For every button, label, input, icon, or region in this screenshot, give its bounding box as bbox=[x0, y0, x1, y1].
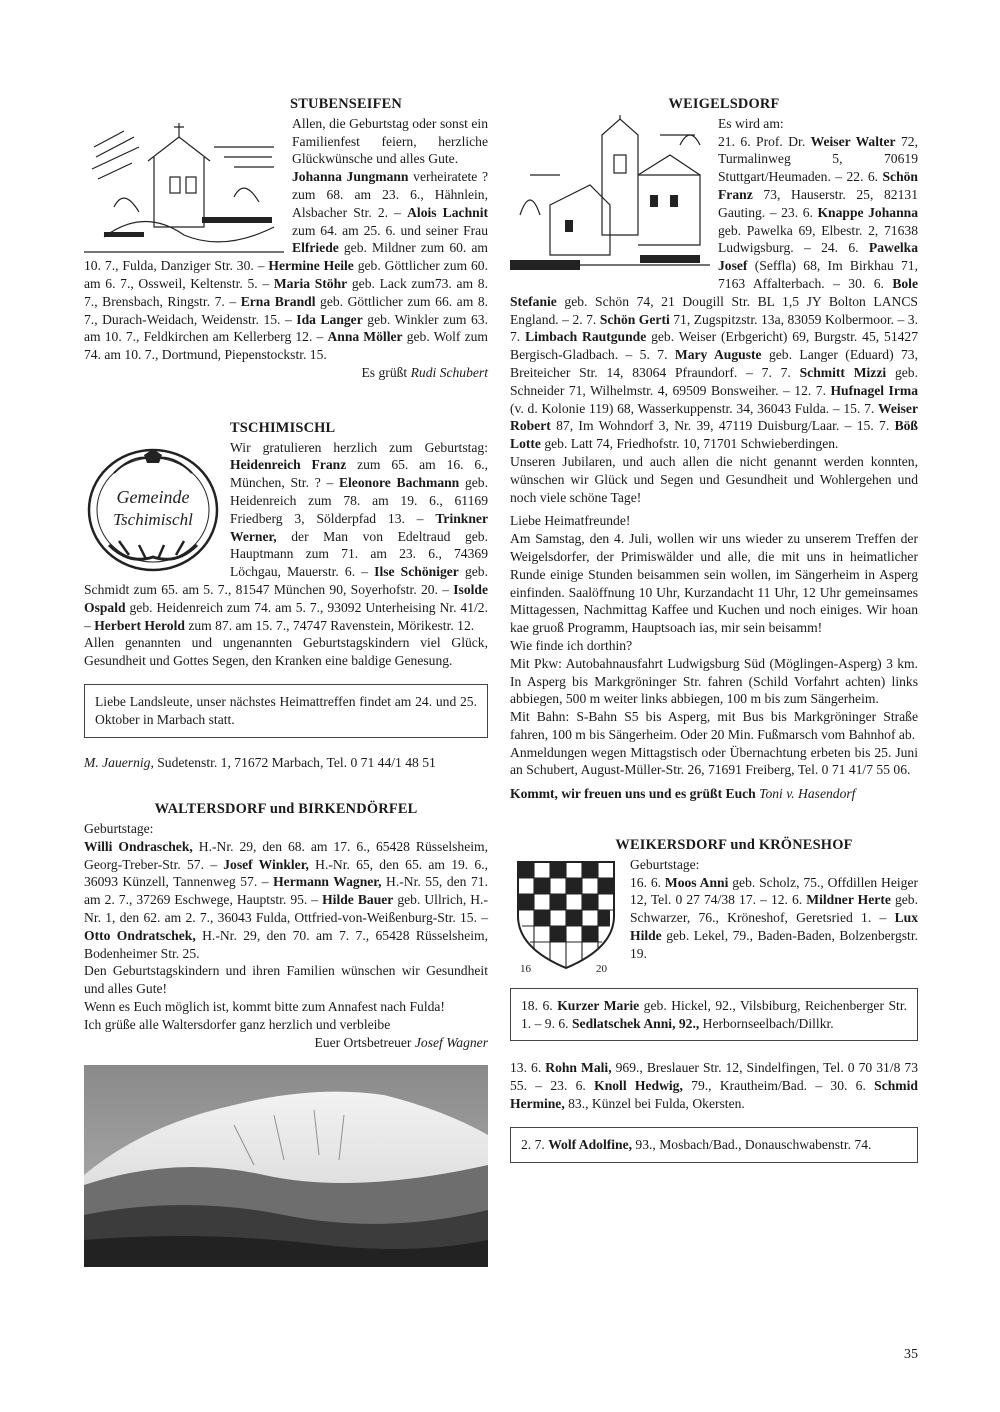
birthday-name: Hufnagel Irma bbox=[830, 382, 919, 398]
birthday-detail: geb. Ullrich, H.-Nr. 1, den 62. am 2. 7., 36043 Fulda, Ottfried-von-Weißenburg-Str. 15. – bbox=[84, 892, 488, 926]
signature-prefix: Euer Ortsbetreuer bbox=[314, 1034, 415, 1050]
birthday-name: Isolde Ospald bbox=[84, 581, 488, 615]
birthday-name: Weiser Robert bbox=[510, 400, 918, 434]
section-title: STUBENSEIFEN bbox=[290, 96, 402, 112]
birthday-detail: geb. Schmidt zum 65. am 5. 7., 81547 München 90, Soyerhofstr. 20. – bbox=[84, 564, 488, 597]
weigelsdorf-intro: Es wird am: bbox=[718, 115, 784, 131]
church-sketch-image bbox=[84, 117, 284, 257]
birthday-name: Böß Lotte bbox=[510, 418, 918, 452]
birthday-date: 16. 6. bbox=[630, 874, 665, 890]
birthday-name: Knoll Hedwig, bbox=[594, 1078, 683, 1094]
birthday-name: Knappe Johanna bbox=[817, 204, 918, 220]
waltersdorf-subtitle: Geburtstage: bbox=[84, 821, 154, 837]
section-tschimischl bbox=[84, 420, 488, 772]
birthday-name: Heidenreich Franz bbox=[230, 457, 347, 473]
birthday-detail: geb. Latt 74, Friedhofstr. 10, 71701 Schwieberdingen. bbox=[540, 436, 839, 452]
birthday-name: Schmid Hermine, bbox=[510, 1078, 918, 1112]
birthday-detail: 87, Im Wohndorf 3, Nr. 39, 47119 Duisburg/Laar. – 15. 7. bbox=[550, 418, 895, 434]
birthday-name: Hermine Heile bbox=[268, 258, 354, 274]
birthday-detail: verheiratete ? zum 68. am 23. 6., Hähnlein, Alsbacher Str. 2. – bbox=[292, 169, 488, 220]
birthday-name: Limbach Rautgunde bbox=[525, 329, 647, 345]
birthday-name: Schön Franz bbox=[718, 169, 918, 202]
weigelsdorf-closing bbox=[510, 785, 918, 803]
birthday-detail: geb. Schwarzer, 76., Kröneshof, Geretsried 1. – bbox=[630, 892, 918, 926]
section-title: WALTERSDORF und BIRKENDÖRFEL bbox=[154, 801, 418, 818]
birthday-detail: geb. Pawelka 69, Elbestr. 2, 71638 Ludwigsburg. – 24. 6. bbox=[718, 222, 918, 256]
weikersdorf-more-text bbox=[510, 1059, 918, 1112]
birthday-name: Anna Möller bbox=[327, 329, 403, 345]
birthday-detail: geb. Winkler zum 63. am 10. 7., Feldkirchen am Kellerberg 12. – bbox=[84, 311, 488, 345]
contact-address: Sudetenstr. 1, 71672 Marbach, Tel. 0 71 44/1 48 51 bbox=[153, 754, 436, 770]
seal-image bbox=[84, 445, 222, 575]
birthday-detail: der Man von Edeltraud geb. Hauptmann zum 71. am 23. 6., 74369 Löchgau, Mauerstr. 6. – bbox=[230, 528, 488, 580]
birthday-detail: geb. Heidenreich zum 74. am 5. 7., 93092 Unterheising Nr. 41/2. – bbox=[84, 599, 488, 633]
birthday-detail: geb. Langer (Eduard) 73, Breiteicher Str. 14, 83064 Pfraundorf. – 7. 7. bbox=[510, 347, 918, 380]
birthday-name: Kurzer Marie bbox=[557, 997, 640, 1013]
birthday-date: 2. 7. bbox=[521, 1136, 549, 1152]
birthday-detail: (Seffla) 68, Im Birkhau 71, 7163 Affalterbach. – 30. 6. bbox=[718, 258, 918, 291]
waltersdorf-p3: Wenn es Euch möglich ist, kommt bitte zum Annafest nach Fulda! bbox=[84, 999, 445, 1015]
birthday-detail: geb. Hickel, 92., Vilsbiburg, Reichenberger Str. 1. – 9. 6. bbox=[521, 997, 907, 1031]
birthday-name: Schön Gerti bbox=[599, 311, 670, 327]
meeting-notice-text: Liebe Landsleute, unser nächstes Heimattreffen findet am 24. und 25. Oktober in Marbach statt. bbox=[95, 693, 477, 727]
birthday-detail: 73, Hauserstr. 25, 82131 Gauting. – 23. 6. bbox=[718, 186, 918, 220]
page-number: 35 bbox=[904, 1347, 918, 1363]
birthday-detail: H.-Nr. 65, den 65. am 19. 6., 36093 Künzell, Tannenweg 57. – bbox=[84, 856, 489, 890]
church-village-image bbox=[510, 115, 710, 277]
seal-text-line1: Gemeinde bbox=[116, 486, 190, 507]
right-column bbox=[510, 96, 918, 1171]
contact-name: M. Jauernig, bbox=[84, 754, 154, 770]
birthday-name: Schmitt Mizzi bbox=[799, 364, 887, 380]
birthday-name: Eleonore Bachmann bbox=[338, 475, 460, 491]
weigelsdorf-p3: Liebe Heimatfreunde! bbox=[510, 513, 631, 529]
birthday-detail: zum 65. am 16. 6., München, Str. ? – bbox=[230, 457, 488, 491]
crest-image bbox=[510, 856, 622, 974]
birthday-detail: Herbornseelbach/Dillkr. bbox=[699, 1015, 834, 1031]
crest-year-right: 20 bbox=[596, 962, 607, 974]
weigelsdorf-p5: Wie finde ich dorthin? bbox=[510, 637, 633, 653]
section-title: WEIKERSDORF und KRÖNESHOF bbox=[615, 837, 853, 854]
crest-year-left: 16 bbox=[520, 962, 531, 974]
closing-text: Kommt, wir freuen uns und es grüßt Euch bbox=[510, 786, 760, 802]
birthday-box-2-text bbox=[521, 1136, 907, 1154]
mountain-landscape-image bbox=[84, 1065, 488, 1267]
birthday-name: Ilse Schöniger bbox=[374, 564, 459, 580]
coat-of-arms bbox=[510, 856, 622, 974]
birthday-name: Alois Lachnit bbox=[407, 204, 488, 220]
birthday-detail: zum 87. am 15. 7., 74747 Ravenstein, Mörikestr. 12. bbox=[184, 617, 475, 633]
birthday-name: Bole Stefanie bbox=[510, 275, 918, 309]
signature bbox=[84, 364, 488, 382]
section-stubenseifen bbox=[84, 96, 488, 382]
birthday-name: Wolf Adolfine, bbox=[548, 1136, 633, 1152]
section-waltersdorf bbox=[84, 801, 488, 1051]
birthday-detail: geb. Schneider 71, Wilhelmstr. 4, 69509 Bonsweiher. – 12. 7. bbox=[510, 364, 918, 398]
section-title: WEIGELSDORF bbox=[668, 96, 780, 112]
seal-text-line2: Tschimischl bbox=[113, 509, 193, 529]
birthday-name: Weiser Walter bbox=[810, 133, 896, 149]
birthday-detail: zum 64. am 25. 6. und seiner Frau bbox=[292, 222, 488, 238]
birthday-name: Lux Hilde bbox=[630, 910, 918, 944]
birthday-name: Ida Langer bbox=[296, 311, 363, 327]
signature-name: Josef Wagner bbox=[414, 1034, 488, 1050]
section-title: TSCHIMISCHL bbox=[230, 419, 336, 436]
birthday-detail: geb. Schön 74, 21 Dougill Str. BL 1,5 JY Bolton LANCS England. – 2. 7. bbox=[510, 293, 918, 327]
weikersdorf-subtitle: Geburtstage: bbox=[630, 856, 700, 872]
signature-prefix: Es grüßt bbox=[361, 364, 411, 380]
birthday-detail: geb. Wolf zum 74. am 10. 7., Dortmund, Piepenstockstr. 15. bbox=[84, 329, 488, 363]
birthday-detail: H.-Nr. 29, den 70. am 7. 7., 65428 Rüsselsheim, Bodenheimer Str. 25. bbox=[84, 927, 489, 961]
birthday-detail: (v. d. Kolonie 119) 68, Wasserkuppenstr. 34, 36043 Fulda. – 15. 7. bbox=[510, 400, 878, 416]
section-weikersdorf bbox=[510, 837, 918, 1163]
birthday-date: 13. 6. bbox=[510, 1060, 546, 1076]
weigelsdorf-p4: Am Samstag, den 4. Juli, wollen wir uns wieder zu unserem Treffen der Weigelsdorfer, der Primiswälder und alle, die mit uns in heimatlicher Runde einige Stunden beisammen sein wollen, im Sängerheim in Asperg einfinden. Saalöffnung 10 Uhr, Kurzandacht 11 Uhr, 12 Uhr gemeinsames Mittagessen, Nachmittag Kaffee und Kuchen und noch einiges. Wir hoan kae gruoß Programm, Hauptsoach ias, mir sein beisamm! bbox=[510, 531, 918, 636]
birthday-box-1 bbox=[510, 988, 918, 1042]
waltersdorf-p4: Ich grüße alle Waltersdorfer ganz herzlich und verbleibe bbox=[84, 1016, 391, 1032]
birthday-detail: H.-Nr. 55, den 71. am 2. 7., 37269 Eschwege, Hauptstr. 95. – bbox=[84, 874, 488, 908]
birthday-detail: geb. Göttlicher zum 60. am 6. 7., Ossweil, Keltenstr. 5. – bbox=[84, 258, 488, 291]
birthday-detail: 72, Turmalinweg 5, 70619 Stuttgart/Heumaden. – 22. 6. bbox=[718, 133, 918, 185]
waltersdorf-p2: Den Geburtstagskindern und ihren Familien wünschen wir Gesundheit und alles Gute! bbox=[84, 963, 488, 997]
birthday-detail: geb. Lack zum73. am 8. 7., Brensbach, Ringstr. 7. – bbox=[84, 275, 488, 309]
birthday-name: Johanna Jungmann bbox=[292, 169, 409, 185]
birthday-detail: 83., Künzel bei Fulda, Okersten. bbox=[564, 1096, 745, 1112]
birthday-name: Otto Ondratschek, bbox=[84, 927, 196, 943]
contact-line bbox=[84, 754, 488, 772]
birthday-box-2 bbox=[510, 1127, 918, 1163]
weigelsdorf-p6: Mit Pkw: Autobahnausfahrt Ludwigsburg Süd (Möglingen-Asperg) 3 km. In Asperg bis Markgröninger Str. fahren (Schild Vorfahrt achten) links abbiegen, 500 m weiter links abbiegen, 100 m bis zum Sängerheim. bbox=[510, 655, 918, 707]
birthday-detail: 71, Zugspitzstr. 13a, 83059 Kolbermoor. – 3. 7. bbox=[510, 311, 919, 345]
birthday-date: 18. 6. bbox=[521, 997, 558, 1013]
birthday-name: Willi Ondraschek, bbox=[84, 838, 193, 854]
weigelsdorf-p7: Mit Bahn: S-Bahn S5 bis Asperg, mit Bus bis Markgröninger Straße fahren, 100 m bis Sängerheim. Oder 20 Min. Fußmarsch vom Bahnhof ab. bbox=[510, 709, 918, 742]
section-weigelsdorf bbox=[510, 96, 918, 803]
birthday-name: Hermann Wagner, bbox=[273, 874, 382, 890]
birthday-detail: geb. Heidenreich zum 78. am 19. 6., 61169 Friedberg 3, Sölderpfad 13. – bbox=[230, 475, 488, 526]
mountain-photo bbox=[84, 1065, 488, 1267]
intro-text: Wir gratulieren herzlich zum Geburtstag: bbox=[230, 439, 488, 455]
weigelsdorf-p2: Unseren Jubilaren, und auch allen die nicht genannt werden konnten, wünschen wir Glück und Segen und Gesundheit und Wohlergehen und noch viele schöne Tage! bbox=[510, 453, 918, 505]
left-column bbox=[84, 96, 488, 1267]
birthday-name: Pawelka Josef bbox=[718, 240, 918, 274]
birthday-name: Moos Anni bbox=[664, 874, 729, 890]
birthday-date: 21. 6. Prof. Dr. bbox=[718, 133, 811, 149]
birthday-name: Erna Brandl bbox=[240, 293, 316, 309]
birthday-name: Hilde Bauer bbox=[322, 892, 394, 908]
birthday-detail: geb. Göttlicher zum 66. am 8. 7., Durach-Weidach, Weidenstr. 15. – bbox=[84, 293, 489, 327]
birthday-detail: H.-Nr. 29, den 68. am 17. 6., 65428 Rüsselsheim, Georg-Treber-Str. 57. – bbox=[84, 838, 488, 872]
birthday-detail: geb. Weiser (Erbgericht) 69, Burgstr. 45, 51427 Bergisch-Gladbach. – 5. 7. bbox=[510, 329, 919, 363]
weigelsdorf-p8: Anmeldungen wegen Mittagstisch oder Übernachtung erbeten bis 25. Juni an Schubert, August-Müller-Str. 26, 71691 Freiberg, Tel. 0 71 41/7 55 06. bbox=[510, 744, 918, 778]
birthday-box-1-text bbox=[521, 997, 907, 1033]
birthday-name: Elfriede bbox=[292, 240, 339, 256]
birthday-name: Trinkner Werner, bbox=[230, 510, 488, 544]
birthday-name: Josef Winkler, bbox=[223, 856, 309, 872]
tschimischl-closing: Allen genannten und ungenannten Geburtstagskindern viel Glück, Gesundheit und Gottes Segen, den Kranken eine baldige Genesung. bbox=[84, 635, 488, 669]
village-church-drawing bbox=[510, 115, 710, 277]
birthday-detail: 93., Mosbach/Bad., Donauschwabenstr. 74. bbox=[632, 1136, 872, 1152]
birthday-detail: 79., Krautheim/Bad. – 30. 6. bbox=[682, 1078, 875, 1094]
birthday-name: Rohn Mali, bbox=[545, 1060, 612, 1076]
signature bbox=[84, 1034, 488, 1052]
birthday-name: Maria Stöhr bbox=[273, 275, 348, 291]
birthday-name: Herbert Herold bbox=[94, 617, 185, 633]
birthday-detail: geb. Scholz, 75., Offdillen Heiger 12, Tel. 0 27 74/38 17. – 12. 6. bbox=[630, 874, 919, 908]
birthday-detail: 969., Breslauer Str. 12, Sindelfingen, Tel. 0 70 31/8 73 55. – 23. 6. bbox=[510, 1060, 918, 1094]
birthday-name: Mary Auguste bbox=[674, 347, 762, 363]
meeting-notice-box bbox=[84, 684, 488, 738]
waltersdorf-text bbox=[84, 838, 488, 963]
municipal-seal bbox=[84, 445, 222, 575]
birthday-name: Mildner Herte bbox=[806, 892, 891, 908]
signature-name: Toni v. Hasendorf bbox=[759, 786, 856, 802]
birthday-name: Sedlatschek Anni, 92., bbox=[571, 1015, 700, 1031]
birthday-detail: geb. Mildner zum 60. am 10. 7., Fulda, Danziger Str. 30. – bbox=[84, 240, 488, 274]
church-drawing bbox=[84, 117, 284, 257]
intro-text: Allen, die Geburtstag oder sonst ein Familienfest feiern, herzliche Glückwünsche und alles Gute. bbox=[292, 115, 488, 167]
birthday-detail: geb. Lekel, 79., Baden-Baden, Bolzenbergstr. 19. bbox=[630, 928, 918, 961]
signature-name: Rudi Schubert bbox=[410, 364, 488, 380]
